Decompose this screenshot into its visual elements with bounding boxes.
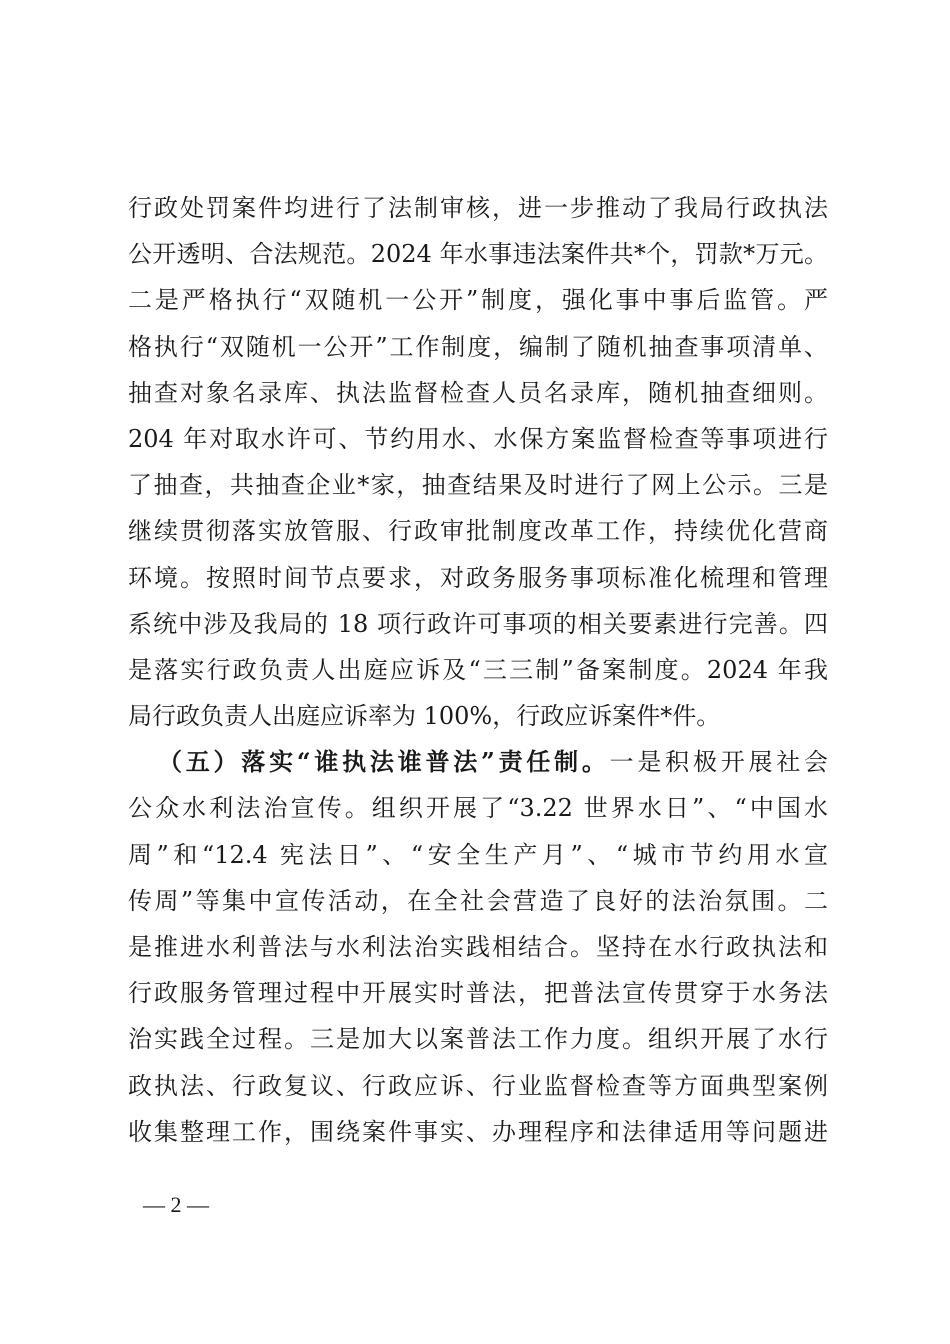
section-heading-line [128, 739, 828, 785]
paragraph-line: 收集整理工作，围绕案件事实、办理程序和法律适用等问题进 [128, 1117, 828, 1146]
section-heading-rest: 一是积极开展社会 [609, 748, 829, 777]
paragraph-line: 格执行“双随机一公开”工作制度，编制了随机抽查事项清单、 [128, 332, 828, 361]
paragraph-line: 行政服务管理过程中开展实时普法，把普法宣传贯穿于水务法 [128, 979, 828, 1008]
paragraph-line: 政执法、行政复议、行政应诉、行业监督检查等方面典型案例 [128, 1071, 828, 1100]
paragraph-line: 204 年对取水许可、节约用水、水保方案监督检查等事项进行 [128, 424, 828, 453]
paragraph-line: 局行政负责人出庭应诉率为 100%，行政应诉案件*件。 [128, 702, 721, 731]
section-heading: （五）落实“谁执法谁普法”责任制。 [158, 747, 610, 777]
paragraph-line: 继续贯彻落实放管服、行政审批制度改革工作，持续优化营商 [128, 517, 828, 546]
paragraph-line: 抽查对象名录库、执法监督检查人员名录库，随机抽查细则。 [128, 378, 828, 407]
paragraph-line: 了抽查，共抽查企业*家，抽查结果及时进行了网上公示。三是 [128, 471, 828, 500]
body-text [128, 185, 828, 1155]
paragraph-line: 传周”等集中宣传活动，在全社会营造了良好的法治氛围。二 [128, 886, 828, 915]
paragraph-line: 周”和“12.4 宪法日”、“安全生产月”、“城市节约用水宣 [128, 840, 828, 869]
page-number: — 2 — [143, 1192, 209, 1217]
paragraph-line: 治实践全过程。三是加大以案普法工作力度。组织开展了水行 [128, 1025, 828, 1054]
paragraph-line: 环境。按照时间节点要求，对政务服务事项标准化梳理和管理 [128, 563, 828, 592]
paragraph-line: 公开透明、合法规范。2024 年水事违法案件共*个，罚款*万元。 [128, 240, 828, 269]
paragraph-line: 系统中涉及我局的 18 项行政许可事项的相关要素进行完善。四 [128, 609, 828, 638]
paragraph-line: 二是严格执行“双随机一公开”制度，强化事中事后监管。严 [128, 286, 828, 315]
paragraph-line: 是推进水利普法与水利法治实践相结合。坚持在水行政执法和 [128, 933, 828, 961]
paragraph-line: 行政处罚案件均进行了法制审核，进一步推动了我局行政执法 [128, 194, 828, 222]
paragraph-line: 是落实行政负责人出庭应诉及“三三制”备案制度。2024 年我 [128, 655, 828, 684]
paragraph-line: 公众水利法治宣传。组织开展了“3.22 世界水日”、“中国水 [128, 794, 828, 823]
